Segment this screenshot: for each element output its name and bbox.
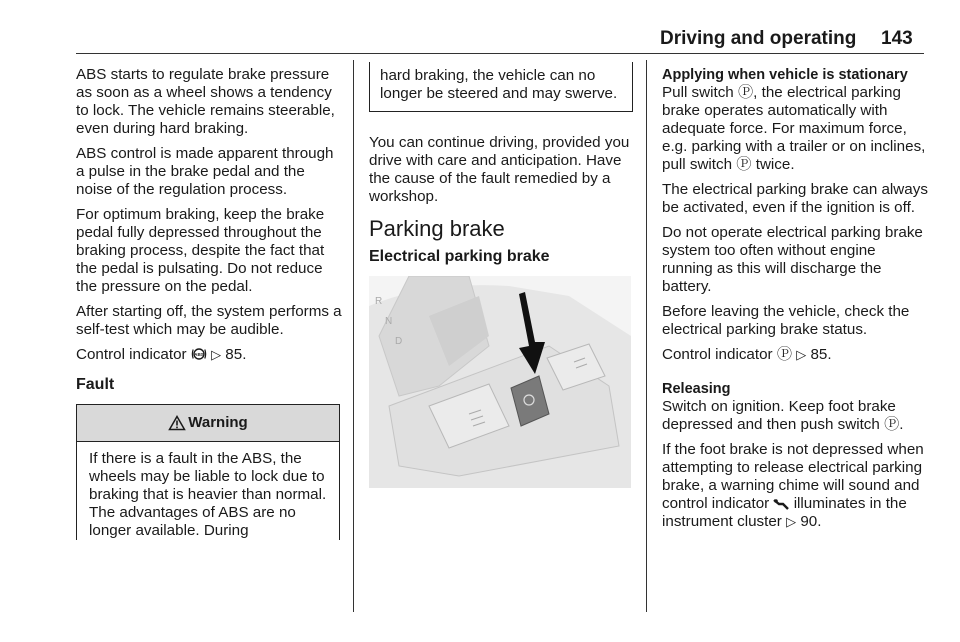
parking-brake-switch-icon: Ⓟ (736, 156, 752, 173)
page-reference: 90. (800, 513, 822, 530)
text: Pull switch (662, 84, 734, 101)
paragraph: ABS control is made apparent through a pulse in the brake pedal and the noise of the regulation process. (76, 145, 334, 198)
indicator-label: Control indicator (76, 346, 187, 363)
paragraph (662, 441, 928, 531)
electrical-parking-brake-heading: Electrical parking brake (369, 248, 550, 265)
paragraph: Before leaving the vehicle, check the electrical parking brake status. (662, 303, 910, 338)
column-1 (76, 66, 342, 540)
paragraph: Do not operate electrical parking brake system too often without engine running as this will discharge the battery. (662, 224, 923, 295)
indicator-label: Control indicator (662, 346, 773, 363)
warning-text: If there is a fault in the ABS, the wheels may be liable to lock due to braking that is heavier than normal. The advantages of ABS are no longer available. During (89, 450, 327, 539)
page-reference-icon: ▷ (211, 347, 222, 362)
column-divider (646, 60, 647, 612)
warning-box-continued (369, 62, 633, 112)
page-reference: 85. (810, 346, 832, 363)
abs-indicator-icon (191, 347, 207, 361)
parking-brake-switch-icon: Ⓟ (737, 84, 754, 101)
foot-brake-indicator-icon (773, 498, 789, 510)
text: twice. (755, 156, 795, 173)
column-3 (662, 66, 928, 538)
paragraph: After starting off, the system performs a self-test which may be audible. (76, 303, 342, 338)
paragraph: For optimum braking, keep the brake pedal fully depressed throughout the braking process, despite the fact that the pedal is pulsating. Do not reduce the pressure on the pedal. (76, 206, 325, 295)
paragraph: You can continue driving, provided you drive with care and anticipation. Have the cause of the fault remedied by a workshop. (369, 134, 630, 205)
text: Switch on ignition. Keep foot brake depressed and then push switch (662, 398, 896, 433)
column-2 (369, 62, 631, 493)
page-reference-icon: ▷ (796, 347, 807, 362)
parking-brake-switch-icon: Ⓟ. (884, 416, 904, 433)
column-divider (353, 60, 354, 612)
warning-box (76, 404, 340, 540)
paragraph: ABS starts to regulate brake pressure as soon as a wheel shows a tendency to lock. The vehicle remains steerable, even during hard braking. (76, 66, 335, 137)
applying-heading: Applying when vehicle is stationary (662, 67, 908, 83)
svg-text:ABS: ABS (193, 352, 204, 357)
paragraph (662, 346, 928, 364)
warning-header (77, 405, 339, 442)
parking-brake-illustration (369, 276, 631, 488)
text: If the foot brake is not depressed when attempting to release electrical parking brake, a warning chime will sound and control indicator (662, 441, 924, 512)
paragraph (662, 398, 928, 434)
gear-label-r: R (375, 296, 383, 307)
text: , the electrical parking brake operates automatically with adequate force. For maximum force, e.g. parking with a trailer or on inclines, pull switch (662, 84, 926, 173)
releasing-heading: Releasing (662, 381, 731, 397)
paragraph: The electrical parking brake can always be activated, even if the ignition is off. (662, 181, 928, 216)
warning-triangle-icon (168, 415, 186, 431)
header-rule (76, 53, 924, 54)
text: illuminates in the instrument cluster (662, 495, 907, 530)
page-reference-icon: ▷ (786, 514, 797, 529)
page-reference: 85. (225, 346, 247, 363)
parking-brake-heading: Parking brake (369, 216, 505, 241)
warning-text: hard braking, the vehicle can no longer be steered and may swerve. (380, 67, 618, 102)
page-header-title: Driving and operating (660, 28, 857, 49)
paragraph (662, 84, 928, 174)
gear-label-d: D (395, 336, 403, 347)
fault-heading: Fault (76, 376, 115, 393)
paragraph (76, 346, 342, 364)
parking-brake-indicator-icon: Ⓟ (776, 346, 793, 363)
warning-title: Warning (188, 414, 248, 431)
page-number: 143 (881, 28, 913, 49)
gear-label-n: N (385, 316, 393, 327)
